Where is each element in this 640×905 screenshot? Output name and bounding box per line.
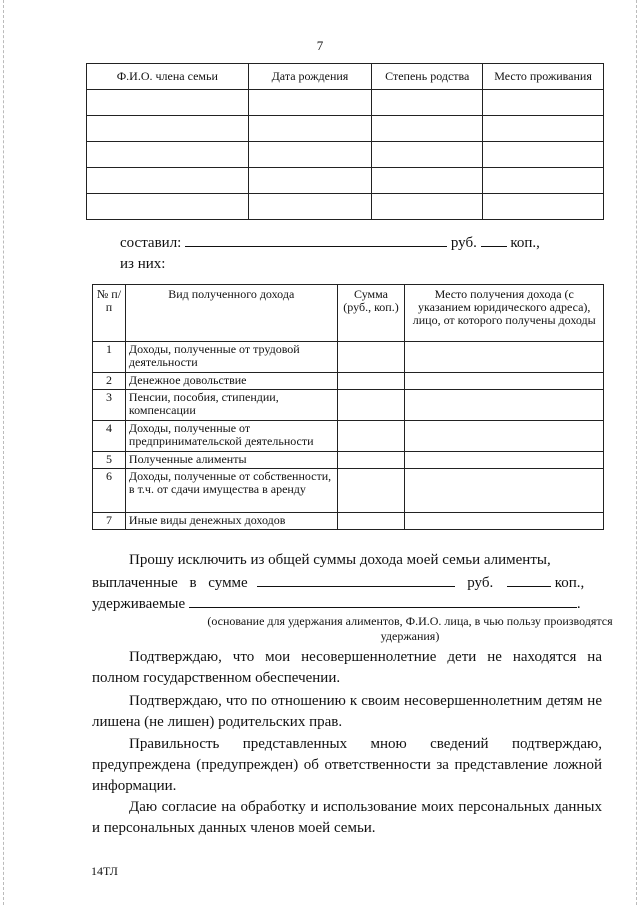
income-type: Доходы, полученные от собственности, в т.ч. от сдачи имущества в аренду: [125, 469, 337, 513]
table-row: [93, 373, 604, 390]
table-row: [93, 421, 604, 452]
table-cell[interactable]: [87, 90, 249, 116]
column-header-relation: Степень родства: [372, 64, 483, 90]
alimony-request-line3: [92, 594, 602, 615]
source-cell[interactable]: [405, 390, 604, 421]
statement-parental-rights: Подтверждаю, что по отношению к своим несовершеннолетним детям не лишена (не лишен) родительских прав.: [92, 693, 602, 730]
table-cell[interactable]: [87, 116, 249, 142]
table-cell[interactable]: [248, 142, 372, 168]
column-header-income-source: Место получения дохода (с указанием юридического адреса), лицо, от которого получены доходы: [405, 285, 604, 342]
table-cell[interactable]: [87, 168, 249, 194]
alimony-amount-label: выплаченные в сумме: [92, 575, 248, 591]
sum-cell[interactable]: [337, 513, 405, 530]
sum-cell[interactable]: [337, 469, 405, 513]
row-number: 5: [93, 452, 126, 469]
table-cell[interactable]: [483, 194, 604, 220]
table-cell[interactable]: [248, 194, 372, 220]
column-header-birthdate: Дата рождения: [248, 64, 372, 90]
withholding-basis-note: (основание для удержания алиментов, Ф.И.О. лица, в чью пользу производятся удержания): [207, 614, 613, 643]
source-cell[interactable]: [405, 373, 604, 390]
table-row: [87, 90, 604, 116]
statement-data-consent: Даю согласие на обработку и использование моих персональных данных и персональных данных членов моей семьи.: [92, 799, 602, 836]
table-cell[interactable]: [372, 142, 483, 168]
table-cell[interactable]: [483, 168, 604, 194]
left-page-edge: [3, 0, 4, 905]
row-number: 6: [93, 469, 126, 513]
total-kop-field[interactable]: [481, 234, 507, 247]
total-kop-label: коп.,: [510, 235, 540, 251]
sum-cell[interactable]: [337, 390, 405, 421]
income-type: Иные виды денежных доходов: [125, 513, 337, 530]
table-header-row: [93, 285, 604, 342]
total-amount-field[interactable]: [185, 234, 447, 247]
page-number: 7: [316, 38, 324, 53]
footer-code: 14ТЛ: [91, 864, 118, 878]
row-number: 7: [93, 513, 126, 530]
table-cell[interactable]: [87, 142, 249, 168]
alimony-amount-field[interactable]: [257, 574, 455, 587]
table-row: [93, 342, 604, 373]
sum-cell[interactable]: [337, 373, 405, 390]
total-rub-label: руб.: [450, 235, 477, 251]
column-header-name: Ф.И.О. члена семьи: [87, 64, 249, 90]
withheld-label: удерживаемые: [92, 596, 186, 612]
table-row: [93, 452, 604, 469]
row-number: 4: [93, 421, 126, 452]
alimony-kop-field[interactable]: [507, 574, 551, 587]
table-cell[interactable]: [483, 116, 604, 142]
statement-accuracy: Правильность представленных мною сведений подтверждаю, предупреждена (предупрежден) об ответственности за представление ложной информации.: [92, 736, 602, 794]
source-cell[interactable]: [405, 452, 604, 469]
income-type: Доходы, полученные от трудовой деятельности: [125, 342, 337, 373]
sum-cell[interactable]: [337, 421, 405, 452]
withholding-basis-field[interactable]: [189, 595, 577, 608]
alimony-rub-label: руб.: [467, 575, 494, 591]
total-label: составил:: [120, 235, 182, 251]
column-header-residence: Место проживания: [483, 64, 604, 90]
statement-children-support: Подтверждаю, что мои несовершеннолетние дети не находятся на полном государственном обеспечении.: [92, 649, 602, 686]
column-header-number: № п/п: [93, 285, 126, 342]
alimony-request-line2: [92, 573, 602, 594]
row-number: 1: [93, 342, 126, 373]
table-cell[interactable]: [372, 194, 483, 220]
right-page-edge: [636, 0, 637, 905]
source-cell[interactable]: [405, 469, 604, 513]
column-header-income-type: Вид полученного дохода: [125, 285, 337, 342]
income-type: Доходы, полученные от предпринимательской деятельности: [125, 421, 337, 452]
sum-cell[interactable]: [337, 342, 405, 373]
income-type: Денежное довольствие: [125, 373, 337, 390]
table-cell[interactable]: [87, 194, 249, 220]
table-header-row: [87, 64, 604, 90]
table-cell[interactable]: [372, 168, 483, 194]
source-cell[interactable]: [405, 421, 604, 452]
table-cell[interactable]: [372, 116, 483, 142]
table-row: [87, 168, 604, 194]
total-income-line: [120, 234, 540, 252]
table-cell[interactable]: [248, 116, 372, 142]
withheld-period: .: [576, 596, 581, 612]
alimony-kop-label: коп.,: [554, 575, 585, 591]
table-cell[interactable]: [248, 168, 372, 194]
table-cell[interactable]: [248, 90, 372, 116]
table-row: [93, 469, 604, 513]
row-number: 2: [93, 373, 126, 390]
table-row: [93, 390, 604, 421]
table-row: [87, 142, 604, 168]
income-type: Полученные алименты: [125, 452, 337, 469]
table-cell[interactable]: [483, 142, 604, 168]
family-members-table: [86, 63, 604, 220]
table-row: [93, 513, 604, 530]
income-type: Пенсии, пособия, стипендии, компенсации: [125, 390, 337, 421]
sum-cell[interactable]: [337, 452, 405, 469]
alimony-request-line1: Прошу исключить из общей суммы дохода моей семьи алименты,: [129, 552, 551, 568]
income-table: [92, 284, 604, 530]
source-cell[interactable]: [405, 513, 604, 530]
row-number: 3: [93, 390, 126, 421]
table-row: [87, 194, 604, 220]
of-which-label: из них:: [120, 256, 166, 272]
table-cell[interactable]: [372, 90, 483, 116]
source-cell[interactable]: [405, 342, 604, 373]
table-row: [87, 116, 604, 142]
table-cell[interactable]: [483, 90, 604, 116]
column-header-sum: Сумма (руб., коп.): [337, 285, 405, 342]
